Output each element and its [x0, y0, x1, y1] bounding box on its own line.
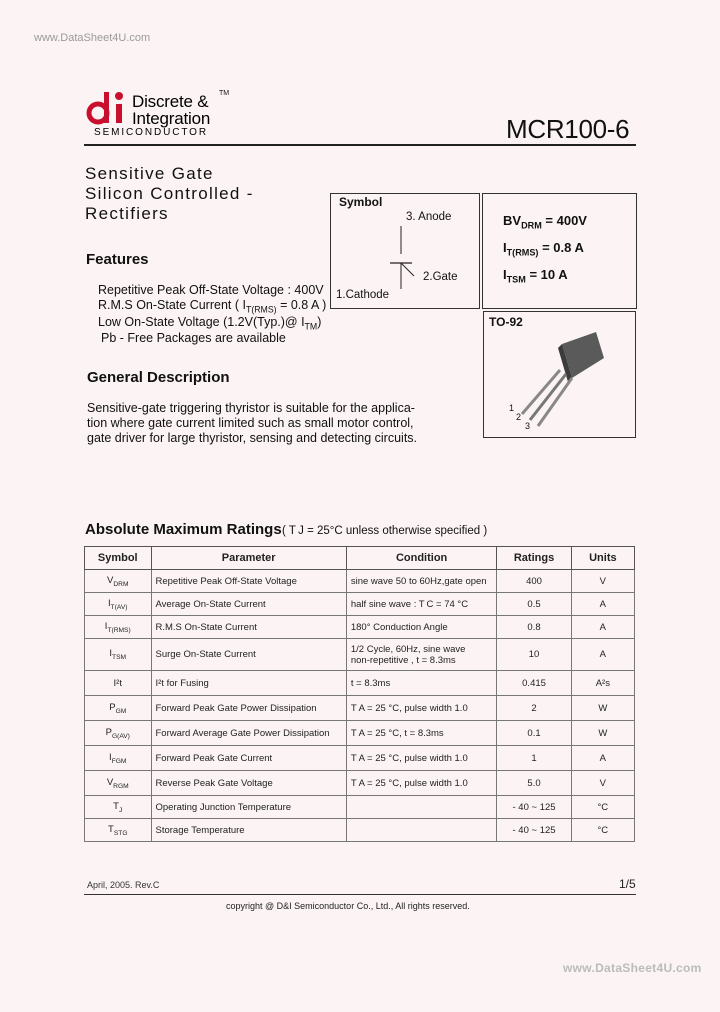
- cell-symbol: $P_{G(AV)}$: [85, 721, 152, 746]
- cell-unit: A²s: [571, 671, 634, 696]
- table-row: [85, 616, 635, 639]
- watermark-bottom[interactable]: www.DataSheet4U.com: [563, 961, 702, 975]
- cell-rating: - 40 ~ 125: [497, 819, 571, 842]
- feature-text-tail: = 0.8 A ): [280, 298, 327, 312]
- features-heading: Features: [86, 251, 149, 268]
- cell-parameter: Forward Average Gate Power Dissipation: [151, 721, 346, 746]
- logo-text-integration: Integration: [132, 109, 211, 128]
- condition-line: 1/2 Cycle, 60Hz, sine wave: [350, 643, 466, 655]
- table-row: [85, 819, 635, 842]
- cell-rating: 0.8: [497, 616, 571, 639]
- cell-parameter: Surge On-State Current: [151, 639, 346, 671]
- feature-text: Low On-State Voltage (1.2V(Typ.)@ I: [98, 315, 305, 329]
- cell-unit: W: [571, 721, 634, 746]
- cell-condition: T A = 25 °C, t = 8.3ms: [346, 721, 497, 746]
- cell-parameter: Forward Peak Gate Power Dissipation: [151, 696, 346, 721]
- cell-unit: °C: [571, 796, 634, 819]
- feature-item: [98, 315, 321, 332]
- cell-parameter: R.M.S On-State Current: [151, 616, 346, 639]
- cell-condition: T A = 25 °C, pulse width 1.0: [346, 696, 497, 721]
- cell-parameter: Average On-State Current: [151, 593, 346, 616]
- cell-condition: sine wave 50 to 60Hz,gate open: [346, 570, 497, 593]
- cathode-label: 1.Cathode: [336, 289, 390, 301]
- table-row: [85, 639, 635, 671]
- description-line: gate driver for large thyristor, sensing and detecting circuits.: [87, 431, 418, 445]
- rating-sub: DRM: [521, 220, 542, 231]
- rating-sub: TSM: [506, 274, 526, 285]
- symbol-title: Symbol: [339, 195, 383, 209]
- cell-unit: W: [571, 696, 634, 721]
- cell-unit: V: [571, 771, 634, 796]
- cell-condition: T A = 25 °C, pulse width 1.0: [346, 746, 497, 771]
- company-logo: [86, 86, 230, 142]
- cell-symbol: $I_{FGM}$: [85, 746, 152, 771]
- cell-rating: 5.0: [497, 771, 571, 796]
- cell-parameter: Reverse Peak Gate Voltage: [151, 771, 346, 796]
- footer-rule: [84, 894, 636, 895]
- table-row: [85, 570, 635, 593]
- condition-line: non-repetitive , t = 8.3ms: [350, 654, 456, 666]
- cell-rating: 0.1: [497, 721, 571, 746]
- general-description-text: [87, 401, 427, 446]
- header-rule: [84, 144, 636, 146]
- cell-unit: A: [571, 746, 634, 771]
- cell-condition: 180° Conduction Angle: [346, 616, 497, 639]
- cell-condition: [346, 819, 497, 842]
- gate-label: 2.Gate: [423, 271, 458, 283]
- cell-rating: - 40 ~ 125: [497, 796, 571, 819]
- rating-main: I: [503, 240, 507, 255]
- pin-label: 2: [516, 412, 522, 422]
- cell-symbol: I²t: [85, 671, 152, 696]
- rating-sub: T(RMS): [506, 247, 539, 258]
- cell-symbol: $I_{T(AV)}$: [85, 593, 152, 616]
- cell-rating: 0.5: [497, 593, 571, 616]
- cell-parameter: Forward Peak Gate Current: [151, 746, 346, 771]
- page-number: 1/5: [619, 877, 636, 891]
- cell-condition: half sine wave : T C = 74 °C: [346, 593, 497, 616]
- cell-unit: A: [571, 639, 634, 671]
- description-line: Sensitive-gate triggering thyristor is suitable for the applica-: [87, 401, 415, 415]
- key-rating-itsm: [503, 267, 568, 285]
- ratings-table: [84, 546, 635, 842]
- cell-unit: °C: [571, 819, 634, 842]
- feature-sub: TM: [304, 321, 318, 332]
- cell-symbol: $T_{STG}$: [85, 819, 152, 842]
- copyright-text: copyright @ D&I Semiconductor Co., Ltd., All rights reserved.: [226, 901, 470, 911]
- table-row: [85, 696, 635, 721]
- feature-text: R.M.S On-State Current ( I: [98, 298, 246, 312]
- table-row: [85, 746, 635, 771]
- cell-rating: 2: [497, 696, 571, 721]
- table-row: [85, 771, 635, 796]
- cell-condition: [346, 796, 497, 819]
- logo-mark-icon: [86, 88, 128, 130]
- title-line-3: Rectifiers: [85, 204, 169, 223]
- rating-main: I: [503, 267, 507, 282]
- rating-value: = 0.8 A: [542, 240, 584, 255]
- column-header: Condition: [346, 547, 497, 570]
- feature-item: Pb - Free Packages are available: [101, 331, 286, 345]
- feature-item: Repetitive Peak Off-State Voltage : 400V: [98, 283, 324, 297]
- column-header: Parameter: [151, 547, 346, 570]
- part-number: MCR100-6: [506, 114, 630, 144]
- column-header: Units: [571, 547, 634, 570]
- rating-value: = 400V: [545, 213, 587, 228]
- title-line-2: Silicon Controlled -: [85, 184, 254, 203]
- cell-condition: t = 8.3ms: [346, 671, 497, 696]
- cell-symbol: $P_{GM}$: [85, 696, 152, 721]
- logo-text-discrete: Discrete &: [132, 92, 209, 111]
- table-row: [85, 721, 635, 746]
- column-header: Ratings: [497, 547, 571, 570]
- cell-unit: A: [571, 616, 634, 639]
- cell-parameter: Repetitive Peak Off-State Voltage: [151, 570, 346, 593]
- logo-text-semiconductor: SEMICONDUCTOR: [94, 127, 208, 138]
- logo-trademark: TM: [219, 90, 230, 97]
- feature-item: [98, 298, 326, 315]
- cell-unit: V: [571, 570, 634, 593]
- rating-main: BV: [503, 213, 522, 228]
- cell-condition: [346, 639, 497, 671]
- amr-heading: Absolute Maximum Ratings: [85, 521, 282, 538]
- general-description-heading: General Description: [87, 369, 230, 386]
- rating-value: = 10 A: [529, 267, 568, 282]
- cell-symbol: $V_{RGM}$: [85, 771, 152, 796]
- watermark-top[interactable]: www.DataSheet4U.com: [34, 32, 151, 44]
- title-line-1: Sensitive Gate: [85, 164, 214, 183]
- pin-label: 3: [525, 421, 531, 431]
- feature-sub: T(RMS): [245, 304, 277, 315]
- cell-parameter: I²t for Fusing: [151, 671, 346, 696]
- cell-symbol: $V_{DRM}$: [85, 570, 152, 593]
- column-header: Symbol: [85, 547, 152, 570]
- cell-rating: 1: [497, 746, 571, 771]
- key-rating-itrms: [503, 240, 584, 258]
- cell-unit: A: [571, 593, 634, 616]
- key-rating-bvdrm: [503, 213, 587, 231]
- cell-rating: 0.415: [497, 671, 571, 696]
- cell-symbol: $I_{T(RMS)}$: [85, 616, 152, 639]
- table-row: [85, 796, 635, 819]
- amr-condition-note: ( T J = 25°C unless otherwise specified ): [282, 525, 488, 537]
- cell-rating: 10: [497, 639, 571, 671]
- anode-label: 3. Anode: [406, 211, 452, 223]
- cell-symbol: $I_{TSM}$: [85, 639, 152, 671]
- cell-rating: 400: [497, 570, 571, 593]
- description-line: tion where gate current limited such as small motor control,: [87, 416, 414, 430]
- table-row: [85, 593, 635, 616]
- cell-parameter: Operating Junction Temperature: [151, 796, 346, 819]
- table-header-row: [85, 547, 635, 570]
- cell-condition: T A = 25 °C, pulse width 1.0: [346, 771, 497, 796]
- package-title: TO-92: [489, 315, 523, 329]
- feature-text-tail: ): [317, 315, 322, 329]
- cell-parameter: Storage Temperature: [151, 819, 346, 842]
- table-row: [85, 671, 635, 696]
- cell-symbol: $T_J$: [85, 796, 152, 819]
- pin-label: 1: [509, 403, 515, 413]
- revision-date: April, 2005. Rev.C: [87, 880, 160, 890]
